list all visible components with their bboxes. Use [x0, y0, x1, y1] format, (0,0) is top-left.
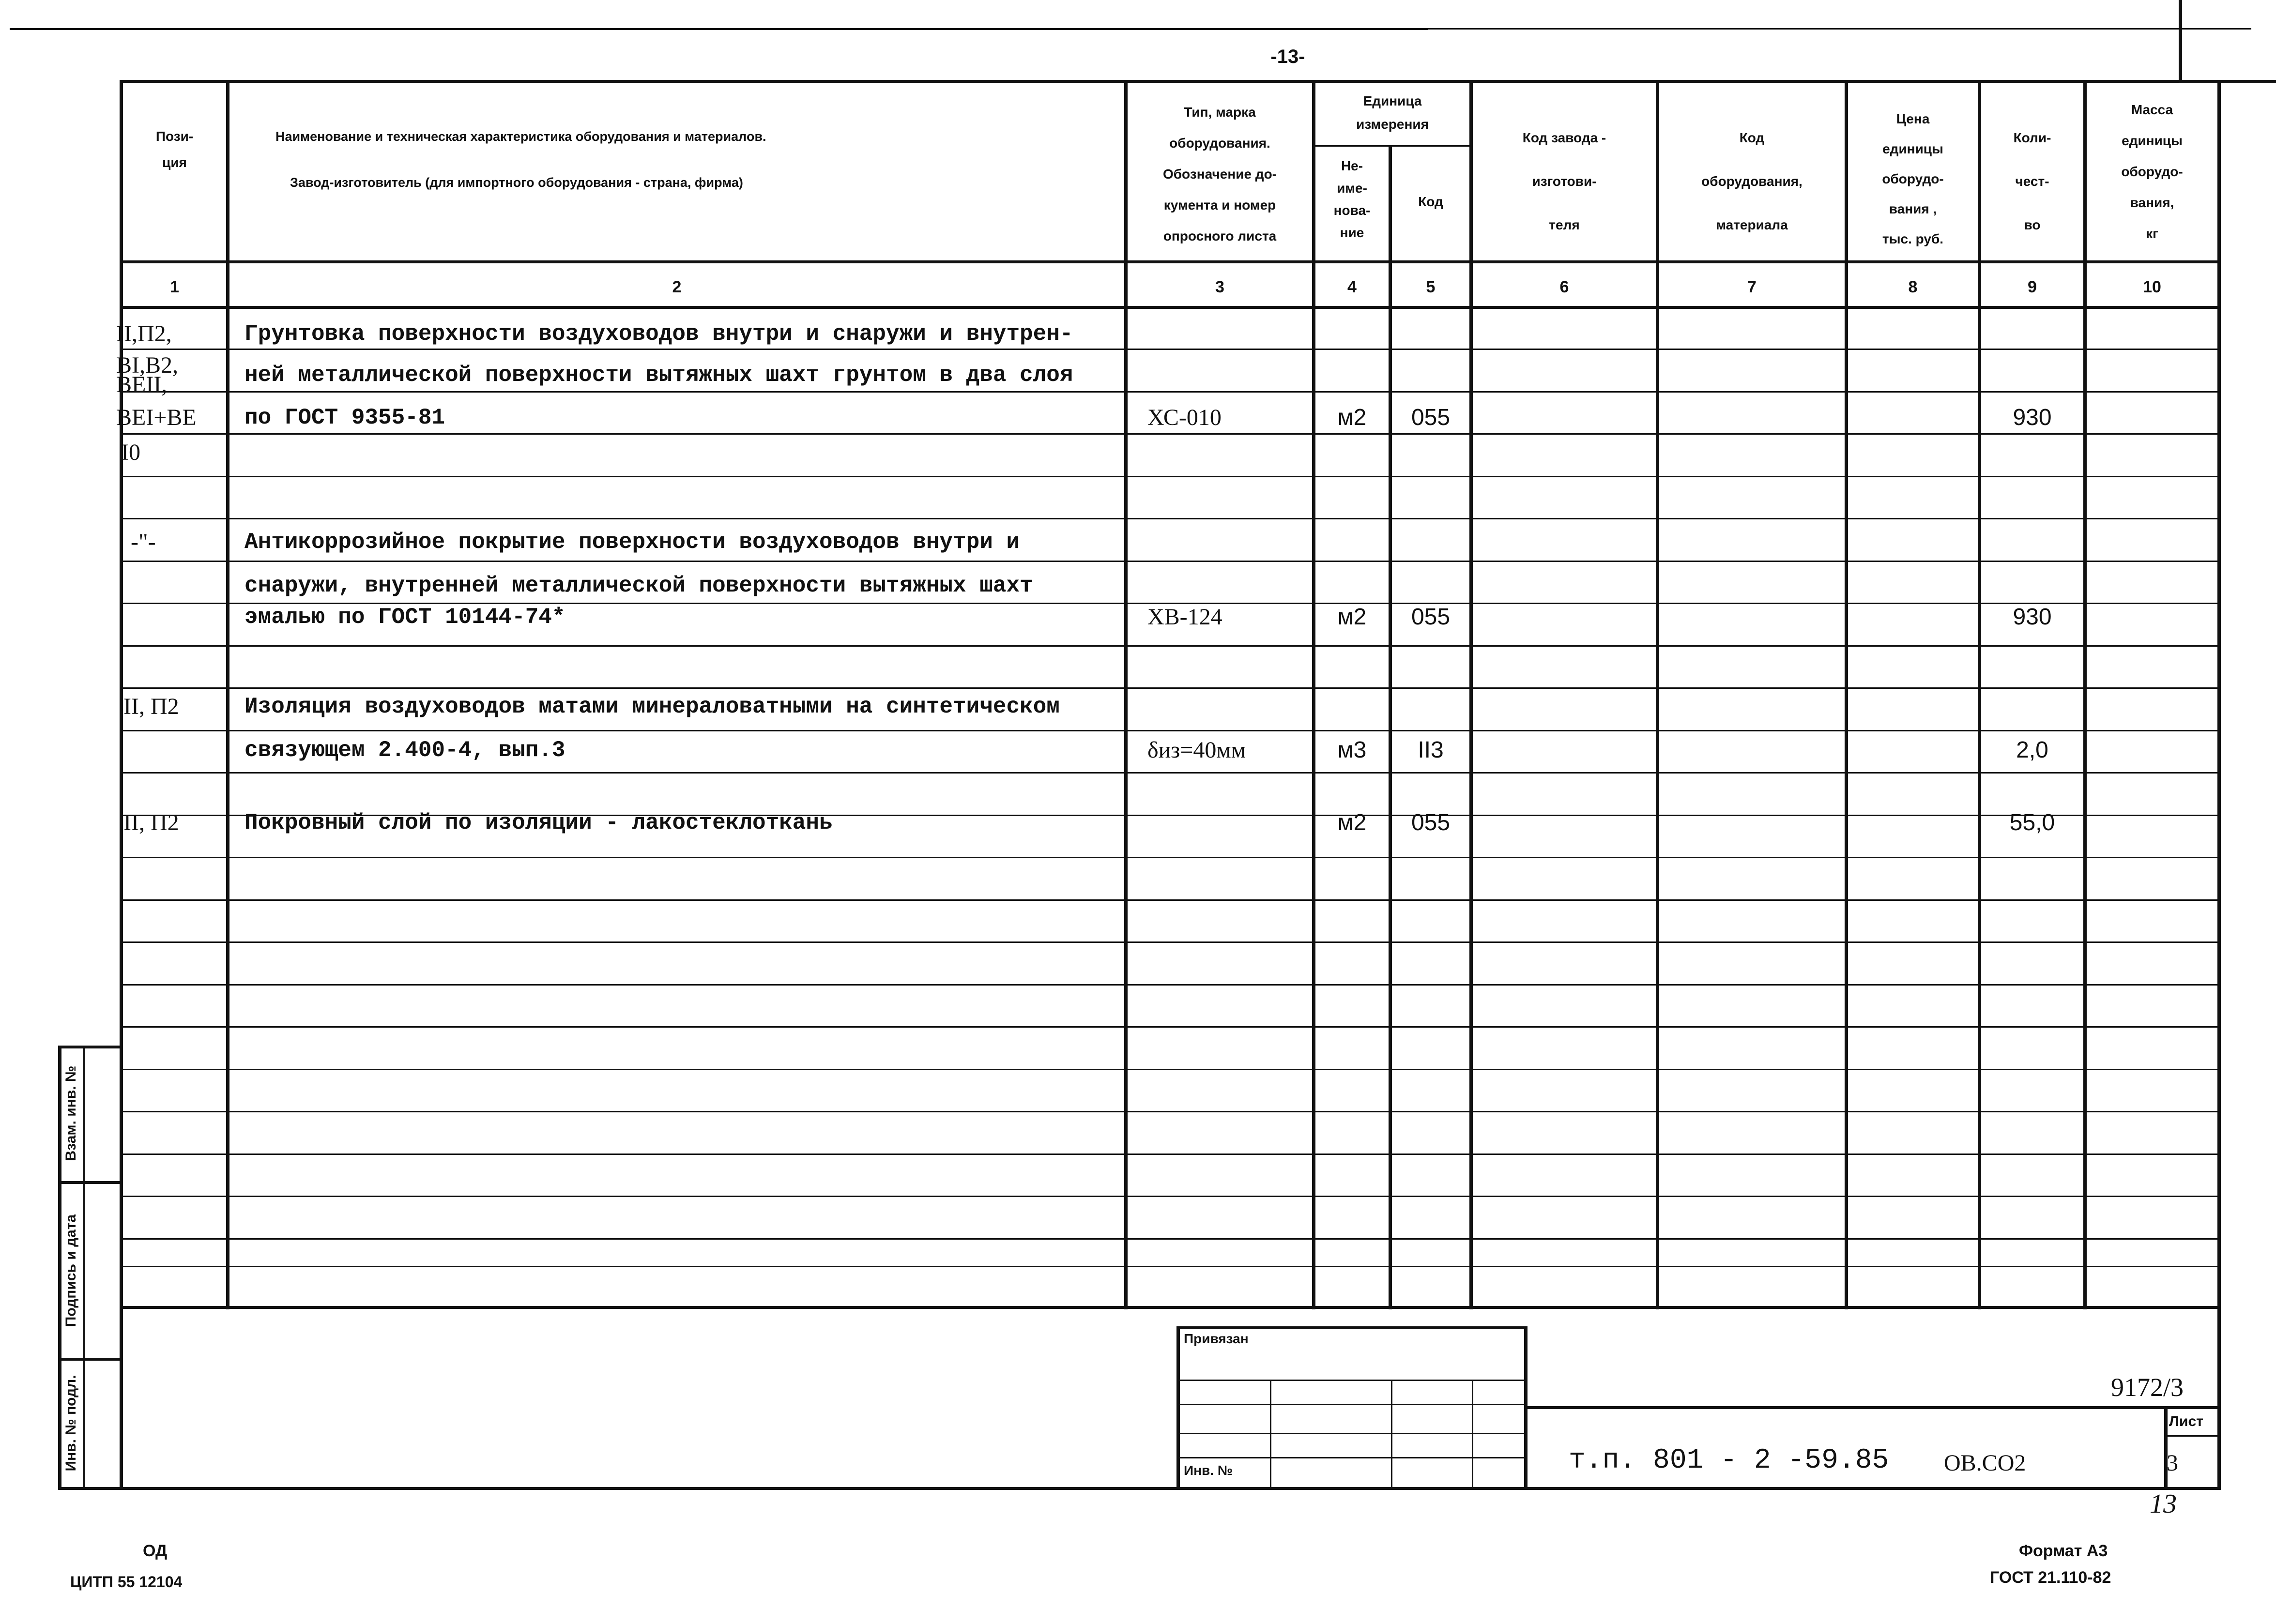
row-name: Антикоррозийное покрытие поверхности воздуховодов внутри и [244, 530, 1020, 555]
side-strip-div1 [58, 1181, 123, 1184]
title-block-sheet-label: Лист [2169, 1413, 2203, 1429]
row-unit: м2 [1337, 810, 1367, 835]
stamp-col [1270, 1380, 1271, 1487]
title-block-sheet-divider [2164, 1406, 2168, 1490]
row-code: 055 [1411, 604, 1451, 630]
row-line [120, 730, 2221, 731]
row-line [120, 1069, 2221, 1070]
row-position: I0 [121, 440, 140, 465]
top-rule-right [1351, 28, 2251, 30]
header-position: Пози- ция [155, 129, 194, 170]
side-strip-bottom [58, 1487, 123, 1490]
footer-gost: ГОСТ 21.110-82 [1990, 1568, 2111, 1587]
row-code: II3 [1418, 737, 1444, 763]
row-qty: 930 [2013, 604, 2052, 630]
row-line [120, 1266, 2221, 1267]
side-label-vzam: Взам. инв. № [63, 1065, 79, 1161]
row-position: II, П2 [123, 694, 179, 719]
colnum-6: 6 [1559, 278, 1569, 296]
colnum-7: 7 [1747, 278, 1757, 296]
colnum-8: 8 [1908, 278, 1918, 296]
col-divider-7 [1845, 80, 1848, 1309]
colnum-5: 5 [1426, 278, 1436, 296]
row-line [120, 1238, 2221, 1240]
row-name: снаружи, внутренней металлической поверхности вытяжных шахт [244, 573, 1033, 598]
row-unit: м2 [1337, 405, 1367, 430]
row-name: эмалью по ГОСТ 10144-74* [244, 605, 565, 630]
colnum-2: 2 [672, 278, 682, 296]
col-divider-8 [1978, 80, 1981, 1309]
footer-format: Формат А3 [2019, 1542, 2108, 1560]
colnum-3: 3 [1215, 278, 1224, 296]
row-type: ХВ-124 [1147, 604, 1222, 630]
stamp-inv-no: Инв. № [1184, 1463, 1233, 1478]
row-line [120, 476, 2221, 477]
row-type: ХС-010 [1147, 405, 1222, 430]
frame-right-lower [2217, 1306, 2221, 1490]
page-number: -13- [1270, 46, 1305, 67]
frame-bottom [120, 1487, 2221, 1490]
side-strip-top [58, 1046, 123, 1048]
row-unit: м2 [1337, 604, 1367, 630]
side-label-inv: Инв. № подл. [63, 1375, 79, 1472]
table-bottom-border [120, 1306, 2221, 1309]
row-qty: 55,0 [2009, 810, 2055, 835]
corner-box-left [2179, 0, 2182, 83]
row-line [120, 857, 2221, 858]
row-name: связующем 2.400-4, вып.3 [244, 738, 565, 763]
title-block-sheet-label-line [2164, 1435, 2221, 1437]
row-qty: 2,0 [2016, 737, 2048, 763]
row-name: Грунтовка поверхности воздуховодов внутри и снаружи и внутрен- [244, 321, 1073, 347]
col-divider-9 [2083, 80, 2087, 1309]
header-name-line2: Завод-изготовитель (для импортного оборудования - страна, фирма) [290, 175, 743, 190]
row-line [120, 1111, 2221, 1112]
header-unit-name: Не- име- нова- ние [1333, 158, 1371, 240]
header-equipment-code: Код оборудования, материала [1701, 130, 1802, 232]
col-divider-2 [1124, 80, 1128, 1309]
header-quantity: Коли- чест- во [2013, 130, 2051, 232]
header-name-line1: Наименование и техническая характеристика оборудования и материалов. [275, 129, 766, 144]
row-name: Изоляция воздуховодов матами минераловатными на синтетическом [244, 694, 1060, 719]
row-position: II, П2 [123, 810, 179, 835]
row-name: Покровный слой по изоляции - лакостеклоткань [244, 810, 833, 835]
stamp-row [1176, 1404, 1528, 1405]
col-divider-3 [1312, 80, 1315, 1309]
project-code: т.п. 801 - 2 -59.85 [1569, 1445, 1889, 1476]
top-rule [10, 28, 1428, 30]
row-code: 055 [1411, 405, 1451, 430]
row-line [120, 1196, 2221, 1197]
stamp-row [1176, 1433, 1528, 1434]
title-block-top [1524, 1406, 2221, 1409]
frame-left-lower [120, 1306, 123, 1490]
row-line [120, 984, 2221, 986]
col-divider-1 [226, 80, 229, 1309]
header-price: Цена единицы оборудо- вания , тыс. руб. [1882, 111, 1944, 246]
row-position: BI,B2, BEII, [116, 352, 179, 397]
header-unit-group: Единица измерения [1356, 93, 1429, 132]
colnum-4: 4 [1347, 278, 1357, 296]
row-position: BEI+BE [116, 405, 197, 430]
table-top-border [120, 80, 2221, 83]
row-position: -"- [131, 529, 156, 555]
footer-org: ЦИТП 55 12104 [70, 1573, 183, 1591]
row-line [120, 1153, 2221, 1155]
col-divider-6 [1656, 80, 1659, 1309]
col-divider-4 [1389, 145, 1392, 1309]
row-qty: 930 [2013, 405, 2052, 430]
row-line [120, 518, 2221, 519]
footer-left-code: ОД [143, 1542, 168, 1560]
col-divider-5 [1469, 80, 1473, 1309]
header-plant-code: Код завода - изготови- теля [1522, 130, 1606, 232]
row-line [120, 433, 2221, 435]
stamp-row [1176, 1457, 1528, 1458]
row-line [120, 772, 2221, 774]
row-line [120, 687, 2221, 689]
stamp-col [1472, 1380, 1473, 1487]
row-line [120, 1026, 2221, 1028]
table-left-border [120, 80, 123, 1309]
colnum-bottom-border [120, 306, 2221, 309]
colnum-10: 10 [2143, 278, 2161, 296]
document-code: ОВ.СО2 [1944, 1450, 2026, 1476]
header-bottom-border [120, 260, 2221, 263]
stamp-row [1176, 1380, 1528, 1381]
sheet-number: 3 [2167, 1450, 2178, 1476]
colnum-9: 9 [2028, 278, 2037, 296]
row-code: 055 [1411, 810, 1451, 835]
header-mass: Масса единицы оборудо- вания, кг [2121, 102, 2183, 241]
stamp-privyazan: Привязан [1184, 1331, 1249, 1346]
row-unit: м3 [1337, 737, 1367, 763]
row-position: II,П2, [116, 321, 172, 347]
side-label-podpis: Подпись и дата [63, 1214, 79, 1327]
row-line [120, 349, 2221, 350]
row-line [120, 941, 2221, 943]
row-line [120, 899, 2221, 901]
header-type: Тип, марка оборудования. Обозначение до- кумента и номер опросного листа [1162, 105, 1277, 243]
table-right-border [2217, 80, 2221, 1309]
colnum-1: 1 [170, 278, 179, 296]
row-line [120, 561, 2221, 562]
archive-number: 9172/3 [2111, 1373, 2184, 1402]
header-unit-code: Код [1418, 194, 1443, 209]
stamp-left [1176, 1326, 1180, 1490]
side-strip-left [58, 1046, 61, 1490]
side-strip-mid [83, 1046, 85, 1490]
handwritten-sheet-number: 13 [2150, 1489, 2177, 1519]
stamp-col [1391, 1380, 1392, 1487]
row-type: δиз=40мм [1147, 737, 1246, 763]
row-line [120, 391, 2221, 393]
row-name: по ГОСТ 9355-81 [244, 405, 445, 430]
stamp-top [1176, 1326, 1528, 1329]
row-name: ней металлической поверхности вытяжных шахт грунтом в два слоя [244, 363, 1073, 388]
row-line [120, 645, 2221, 647]
